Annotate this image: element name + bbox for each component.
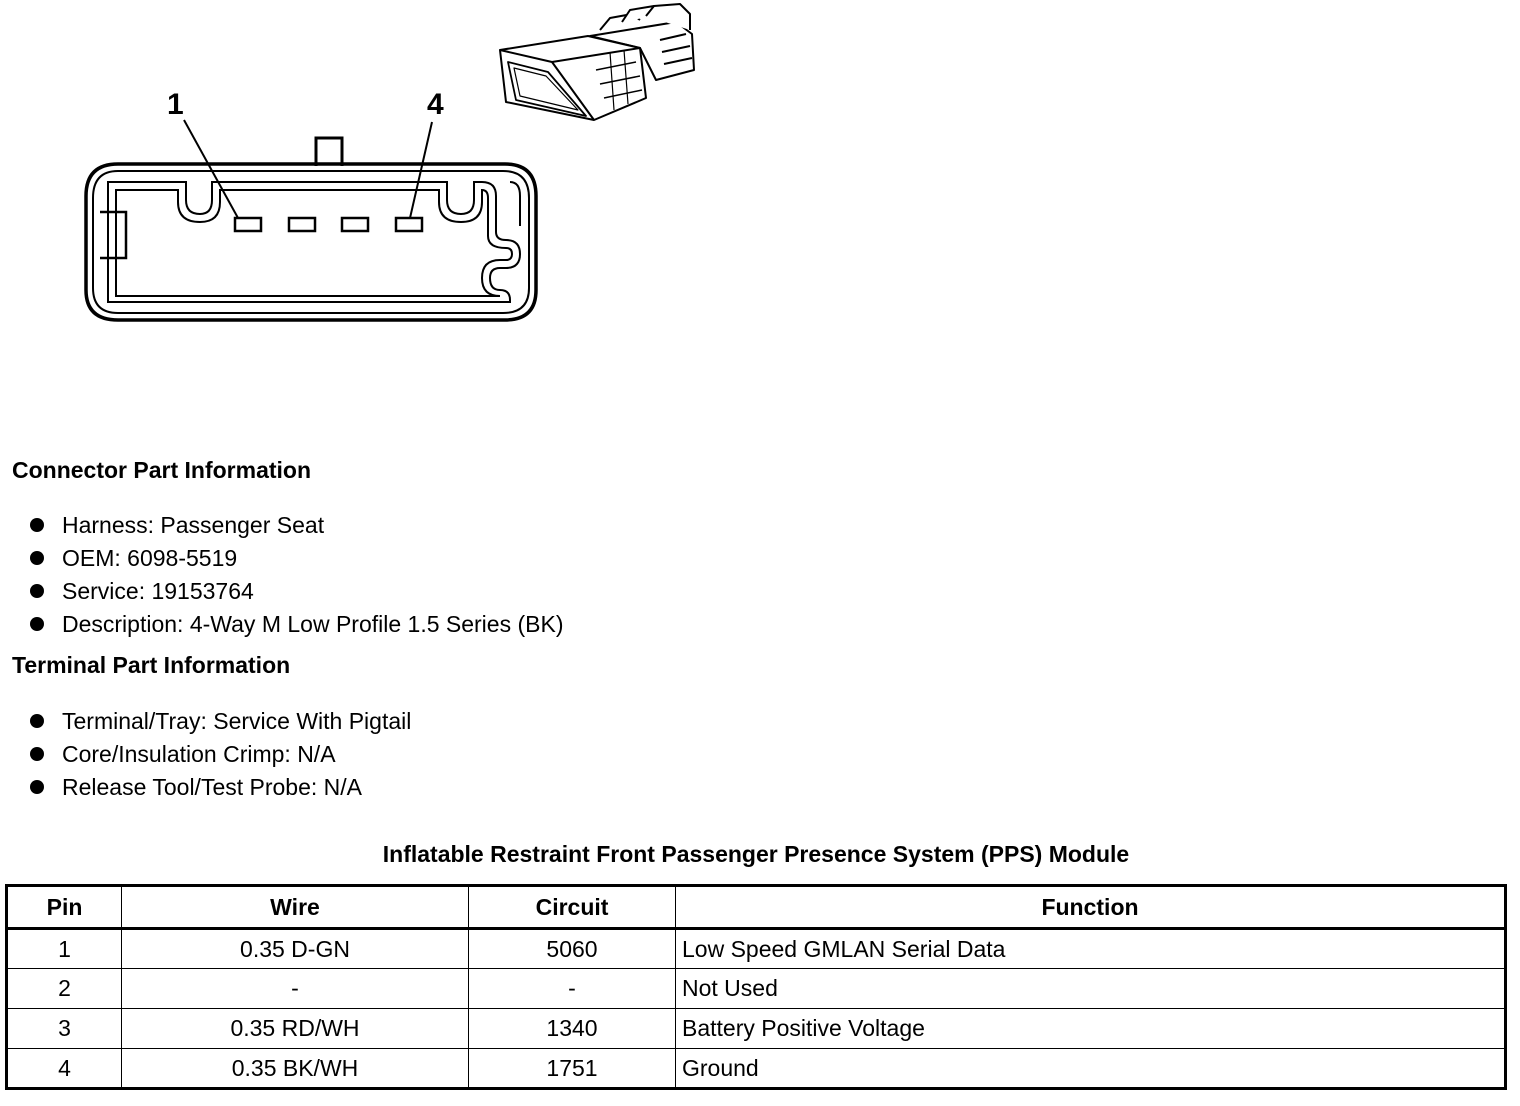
- list-item: [30, 739, 411, 772]
- bullet-icon: [30, 780, 44, 794]
- connector-part-info-heading: Connector Part Information: [12, 457, 312, 483]
- column-header-circuit: Circuit: [469, 886, 676, 929]
- bullet-icon: [30, 617, 44, 631]
- cell-circuit: 1751: [469, 1049, 676, 1089]
- cavity-pin-4: [396, 218, 422, 231]
- cell-wire: -: [122, 969, 469, 1009]
- cell-circuit: 5060: [469, 929, 676, 969]
- table-title: Inflatable Restraint Front Passenger Presence System (PPS) Module: [382, 841, 1130, 867]
- cell-pin: 1: [7, 929, 122, 969]
- list-item-text: Description: 4-Way M Low Profile 1.5 Series (BK): [62, 611, 564, 637]
- list-item-text: Harness: Passenger Seat: [62, 512, 325, 538]
- table-row: [7, 929, 1506, 969]
- bullet-icon: [30, 551, 44, 565]
- cell-function: Battery Positive Voltage: [676, 1009, 1506, 1049]
- pin-label-4: 4: [427, 88, 444, 121]
- bullet-icon: [30, 714, 44, 728]
- cavity-pin-2: [289, 218, 315, 231]
- connector-3d-view: [500, 4, 694, 120]
- table-row: [7, 1009, 1506, 1049]
- cell-pin: 2: [7, 969, 122, 1009]
- cavity-pin-1: [235, 218, 261, 231]
- pinout-table: [5, 884, 1507, 1090]
- bullet-icon: [30, 584, 44, 598]
- list-item-text: OEM: 6098-5519: [62, 545, 238, 571]
- list-item-text: Core/Insulation Crimp: N/A: [62, 741, 336, 767]
- cell-circuit: 1340: [469, 1009, 676, 1049]
- cell-wire: 0.35 RD/WH: [122, 1009, 469, 1049]
- bullet-icon: [30, 747, 44, 761]
- cell-function: Not Used: [676, 969, 1506, 1009]
- cell-circuit: -: [469, 969, 676, 1009]
- connector-part-info-list: [30, 510, 563, 642]
- cell-wire: 0.35 BK/WH: [122, 1049, 469, 1089]
- connector-diagram: [0, 0, 760, 340]
- cell-function: Ground: [676, 1049, 1506, 1089]
- terminal-part-info-heading: Terminal Part Information: [12, 652, 291, 678]
- list-item: [30, 706, 411, 739]
- list-item: [30, 543, 563, 576]
- list-item-text: Service: 19153764: [62, 578, 254, 604]
- list-item: [30, 609, 563, 642]
- table-header-row: [7, 886, 1506, 929]
- pin-label-1: 1: [167, 88, 184, 121]
- table-row: [7, 969, 1506, 1009]
- cavity-pin-3: [342, 218, 368, 231]
- cell-wire: 0.35 D-GN: [122, 929, 469, 969]
- pin-callouts: [184, 120, 432, 218]
- column-header-pin: Pin: [7, 886, 122, 929]
- column-header-wire: Wire: [122, 886, 469, 929]
- terminal-cavities: [235, 218, 422, 231]
- cell-pin: 4: [7, 1049, 122, 1089]
- cell-function: Low Speed GMLAN Serial Data: [676, 929, 1506, 969]
- list-item-text: Release Tool/Test Probe: N/A: [62, 774, 363, 800]
- column-header-function: Function: [676, 886, 1506, 929]
- table-row: [7, 1049, 1506, 1089]
- list-item: [30, 576, 563, 609]
- list-item: [30, 772, 411, 805]
- terminal-part-info-list: [30, 706, 411, 805]
- bullet-icon: [30, 518, 44, 532]
- cell-pin: 3: [7, 1009, 122, 1049]
- list-item: [30, 510, 563, 543]
- list-item-text: Terminal/Tray: Service With Pigtail: [62, 708, 412, 734]
